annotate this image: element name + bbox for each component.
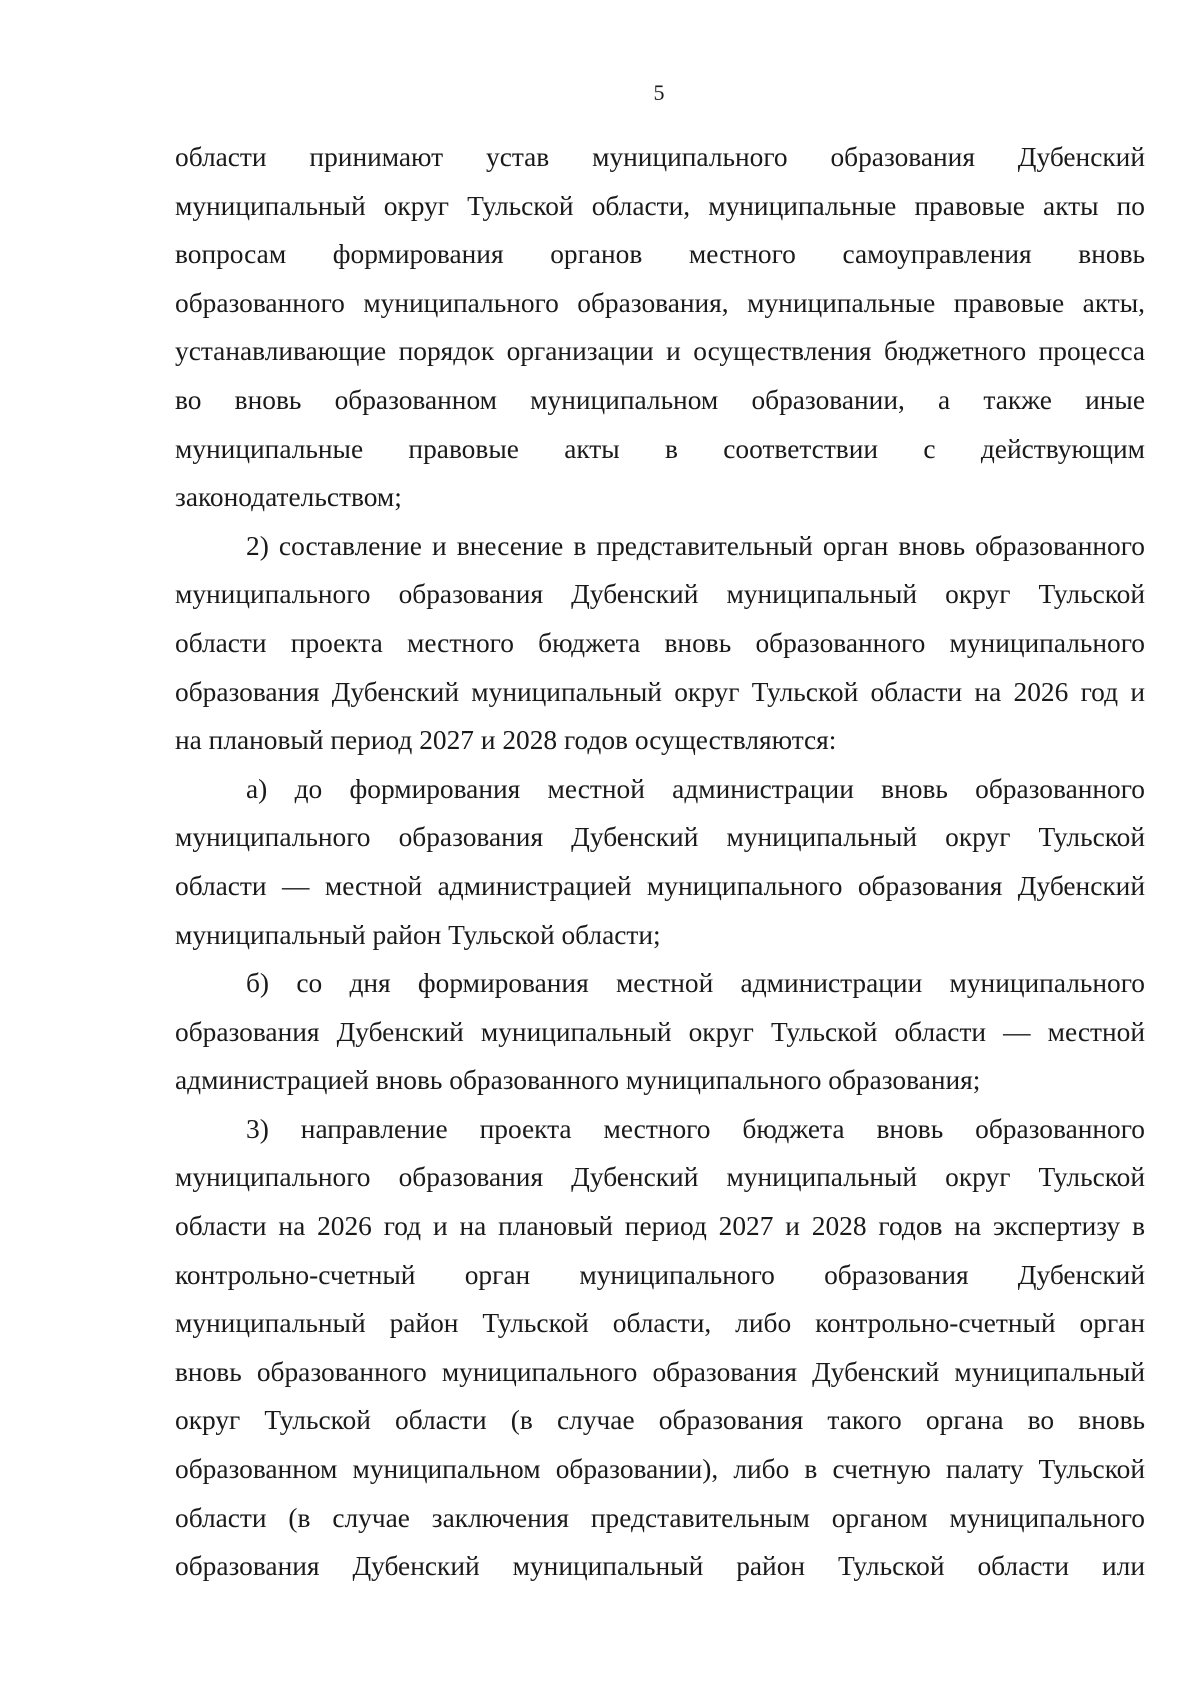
text-line: на плановый период 2027 и 2028 годов осуществляются: <box>175 725 837 756</box>
text-line: законодательством; <box>175 482 402 513</box>
text-line: области (в случае заключения представительным органом муниципального <box>175 1502 1145 1533</box>
paragraph-subitem-b <box>175 959 1145 1105</box>
text-line: во вновь образованном муниципальном образовании, а также иные <box>175 384 1145 415</box>
text-line: области проекта местного бюджета вновь образованного муниципального <box>175 627 1145 658</box>
paragraph-subitem-a <box>175 765 1145 959</box>
text-line: 2) составление и внесение в представительный орган вновь образованного <box>246 530 1145 561</box>
text-line: администрацией вновь образованного муниципального образования; <box>175 1065 981 1096</box>
text-line: вопросам формирования органов местного самоуправления вновь <box>175 239 1145 270</box>
paragraph-item-2 <box>175 522 1145 765</box>
text-line: муниципальные правовые акты в соответствии с действующим <box>175 433 1145 464</box>
text-line: образованного муниципального образования, муниципальные правовые акты, <box>175 287 1145 318</box>
text-line: муниципального образования Дубенский муниципальный округ Тульской <box>175 822 1145 853</box>
text-line: образованном муниципальном образовании), либо в счетную палату Тульской <box>175 1454 1145 1485</box>
page-number: 5 <box>653 80 665 105</box>
text-line: контрольно-счетный орган муниципального образования Дубенский <box>175 1259 1145 1290</box>
document-body <box>175 133 1145 1591</box>
text-line: устанавливающие порядок организации и осуществления бюджетного процесса <box>175 336 1145 367</box>
text-line: муниципальный район Тульской области; <box>175 919 661 950</box>
paragraph-item-3 <box>175 1105 1145 1591</box>
text-line: муниципальный район Тульской области, либо контрольно-счетный орган <box>175 1308 1145 1339</box>
text-line: а) до формирования местной администрации вновь образованного <box>246 773 1145 804</box>
text-line: образования Дубенский муниципальный район Тульской области или <box>175 1551 1145 1582</box>
text-line: б) со дня формирования местной администрации муниципального <box>246 968 1145 999</box>
text-line: 3) направление проекта местного бюджета вновь образованного <box>246 1113 1145 1144</box>
text-line: образования Дубенский муниципальный округ Тульской области — местной <box>175 1016 1145 1047</box>
text-line: вновь образованного муниципального образования Дубенский муниципальный <box>175 1356 1145 1387</box>
text-line: области — местной администрацией муниципального образования Дубенский <box>175 870 1145 901</box>
text-line: округ Тульской области (в случае образования такого органа во вновь <box>175 1405 1145 1436</box>
paragraph-continuation <box>175 133 1145 522</box>
text-line: муниципального образования Дубенский муниципальный округ Тульской <box>175 1162 1145 1193</box>
text-line: области принимают устав муниципального образования Дубенский <box>175 142 1145 172</box>
text-line: области на 2026 год и на плановый период 2027 и 2028 годов на экспертизу в <box>175 1211 1145 1242</box>
text-line: муниципальный округ Тульской области, муниципальные правовые акты по <box>175 190 1145 221</box>
text-line: образования Дубенский муниципальный округ Тульской области на 2026 год и <box>175 676 1145 707</box>
text-line: муниципального образования Дубенский муниципальный округ Тульской <box>175 579 1145 610</box>
